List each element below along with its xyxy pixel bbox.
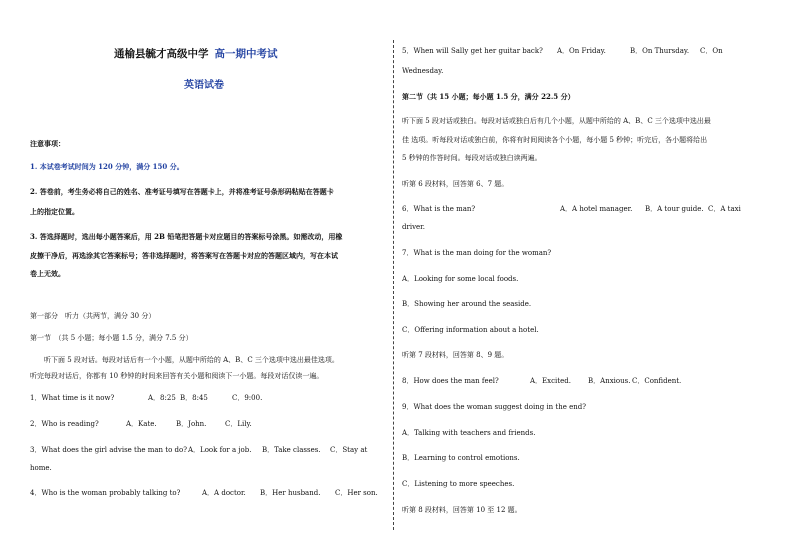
section2-instruction-3: 5 秒钟的作答时间。每段对话或独白读两遍。 xyxy=(402,154,542,162)
option-c-continued: driver. xyxy=(402,223,425,231)
notice-2-line1: 2. 答卷前，考生务必将自己的姓名、准考证号填写在答题卡上，并将准考证号条形码粘贴在答题卡 xyxy=(30,187,334,196)
question-text: 6．What is the man? xyxy=(402,205,476,213)
question-text: 3．What does the girl advise the man to do? xyxy=(30,446,187,454)
option-b: B．Showing her around the seaside. xyxy=(402,300,532,308)
school-name: 通榆县毓才高级中学 xyxy=(114,48,209,60)
option-c: C．Confident. xyxy=(632,377,682,385)
option-a: A．A doctor. xyxy=(202,489,246,497)
material-7-heading: 听第 7 段材料，回答第 8、9 题。 xyxy=(402,351,509,359)
option-b: B．Anxious. xyxy=(588,377,631,385)
question-text: 4．Who is the woman probably talking to? xyxy=(30,489,181,497)
option-b: B．A tour guide. xyxy=(645,205,704,213)
section2-instruction-2: 佳 选项。听每段对话或独白前，你将有时间阅读各个小题，每小题 5 秒钟；听完后，各小题将给出 xyxy=(402,136,708,144)
notice-3-line2: 皮擦干净后，再选涂其它答案标号；答非选择题时，将答案写在答题卡对应的答题区域内，写在本试 xyxy=(30,251,338,260)
option-b: B．On Thursday. xyxy=(630,47,690,55)
option-a: A．A hotel manager. xyxy=(560,205,633,213)
subject-title: 英语试卷 xyxy=(184,80,224,91)
option-a: A．Looking for some local foods. xyxy=(402,275,519,283)
question-text: 9．What does the woman suggest doing in the end? xyxy=(402,403,586,411)
option-c: C．Lily. xyxy=(225,420,252,428)
part1-heading: 第一部分 听力（共两节，满分 30 分） xyxy=(30,312,156,320)
option-a: A．8:25 xyxy=(148,394,176,402)
material-6-heading: 听第 6 段材料，回答第 6、7 题。 xyxy=(402,180,509,188)
option-c: C．Offering information about a hotel. xyxy=(402,326,539,334)
option-a: A．Look for a job. xyxy=(188,446,252,454)
option-b: B．John. xyxy=(176,420,207,428)
option-a: A．Talking with teachers and friends. xyxy=(402,429,536,437)
option-c: C．On xyxy=(700,47,723,55)
option-c: C．Her son. xyxy=(335,489,378,497)
question-text: 5．When will Sally get her guitar back? xyxy=(402,47,543,55)
exam-name: 高一期中考试 xyxy=(214,48,278,60)
section2-instruction-1: 听下面 5 段对话或独白。每段对话或独白后有几个小题，从题中所给的 A、B、C 三个选项中选出最 xyxy=(402,117,711,125)
section1-heading: 第一节 （共 5 小题；每小题 1.5 分，满分 7.5 分） xyxy=(30,334,193,342)
column-divider xyxy=(393,40,394,530)
option-c: C．Listening to more speeches. xyxy=(402,480,515,488)
option-c-continued: home. xyxy=(30,464,52,472)
option-a: A．On Friday. xyxy=(557,47,606,55)
option-b: B．Take classes. xyxy=(262,446,321,454)
option-b: B．Her husband. xyxy=(260,489,321,497)
material-8-heading: 听第 8 段材料，回答第 10 至 12 题。 xyxy=(402,506,522,514)
exam-title xyxy=(114,50,278,59)
option-a: A．Kate. xyxy=(126,420,157,428)
option-a: A．Excited. xyxy=(530,377,571,385)
option-c-continued: Wednesday. xyxy=(402,67,444,75)
question-text: 1．What time is it now? xyxy=(30,394,115,402)
option-b: B．Learning to control emotions. xyxy=(402,454,520,462)
notice-3-line1: 3. 答选择题时，选出每小题答案后，用 2B 铅笔把答题卡对应题目的答案标号涂黑。如需改动，用橡 xyxy=(30,232,343,241)
question-text: 2．Who is reading? xyxy=(30,420,99,428)
section1-instruction-1: 听下面 5 段对话。每段对话后有一个小题，从题中所给的 A、B、C 三个选项中选出最佳选项。 xyxy=(44,356,339,364)
question-text: 7．What is the man doing for the woman? xyxy=(402,249,552,257)
notice-3-line3: 卷上无效。 xyxy=(30,269,65,278)
notice-heading: 注意事项： xyxy=(30,139,65,148)
option-b: B．8:45 xyxy=(180,394,208,402)
option-c: C．9:00. xyxy=(232,394,263,402)
question-text: 8．How does the man feel? xyxy=(402,377,499,385)
section1-instruction-2: 听完每段对话后，你都有 10 秒钟的时间来回答有关小题和阅读下一小题。每段对话仅读一遍。 xyxy=(30,372,324,380)
option-c: C．A taxi xyxy=(708,205,741,213)
option-c: C．Stay at xyxy=(330,446,368,454)
notice-1: 1. 本试卷考试时间为 120 分钟，满分 150 分。 xyxy=(30,162,184,171)
notice-2-line2: 上的指定位置。 xyxy=(30,207,79,216)
section2-heading: 第二节（共 15 小题；每小题 1.5 分，满分 22.5 分） xyxy=(402,92,575,101)
